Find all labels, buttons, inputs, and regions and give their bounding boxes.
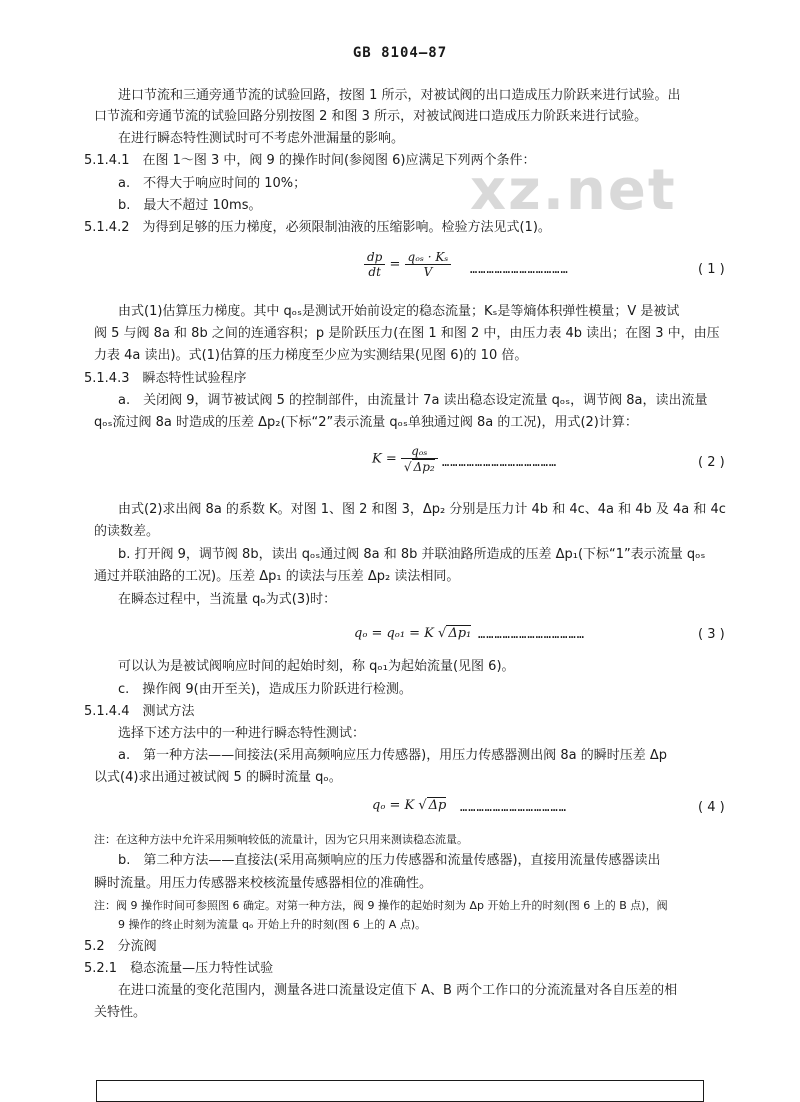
equation-lhs: qₒ = K [372,798,415,813]
dot-leader: ……………………………… [470,262,569,276]
paragraph-line: 的读数差。 [94,524,160,539]
paragraph-line: 以式(4)求出通过被试阀 5 的瞬时流量 qₒ。 [94,770,342,785]
equation-lhs: qₒ = qₒ₁ = K [354,626,434,641]
section-heading: 5.1.4.2 为得到足够的压力梯度，必须限制油液的压缩影响。检验方法见式(1)。 [84,220,551,235]
equation-number: ( 3 ) [698,627,725,642]
paragraph-line: 关特性。 [94,1005,147,1020]
fraction [405,250,452,279]
paragraph-line: 瞬时流量。用压力传感器来校核流量传感器相位的准确性。 [94,876,433,891]
note: 注：阀 9 操作时间可参照图 6 确定。对第一种方法，阀 9 操作的起始时刻为 Δp 开始上升的时刻(图 6 上的 B 点)，阀 [94,899,668,912]
equation-number: ( 1 ) [698,262,725,277]
equation-lhs: K = [372,451,397,467]
dot-leader: …………………………………… [442,455,558,469]
fraction-denominator: dt [368,265,381,279]
watermark: xz.net [470,158,677,223]
footer-frame [96,1080,704,1102]
equation-2 [372,444,438,474]
equation-number: ( 2 ) [698,455,725,470]
paragraph-line: 力表 4a 读出)。式(1)估算的压力梯度至少应为实测结果(见图 6)的 10 倍。 [94,348,528,363]
paragraph-line: 通过并联油路的工况)。压差 Δp₁ 的读法与压差 Δp₂ 读法相同。 [94,569,460,584]
section-heading: 5.1.4.3 瞬态特性试验程序 [84,371,247,386]
list-item: a. 关闭阀 9，调节被试阀 5 的控制部件，由流量计 7a 读出稳态设定流量 qₒₛ，调节阀 8a，读出流量 [118,393,708,408]
fraction [401,444,438,474]
radicand: Δp₂ [413,460,435,474]
fraction-numerator: dp [364,250,385,265]
note: 注：在这种方法中允许采用频响较低的流量计，因为它只用来测读稳态流量。 [94,833,468,846]
paragraph-line: 选择下述方法中的一种进行瞬态特性测试： [118,726,366,741]
section-heading: 5.2 分流阀 [84,939,157,954]
paragraph-line: 可以认为是被试阀响应时间的起始时刻，称 qₒ₁为起始流量(见图 6)。 [118,659,515,674]
paragraph-line: 在进口流量的变化范围内，测量各进口流量设定值下 A、B 两个工作口的分流流量对各自压差的相 [118,983,678,998]
paragraph-line: 在进行瞬态特性测试时可不考虑外泄漏量的影响。 [118,131,405,146]
list-item: a. 不得大于响应时间的 10%； [118,176,307,191]
list-item: c. 操作阀 9(由开至关)，造成压力阶跃进行检测。 [118,682,412,697]
section-heading: 5.1.4.1 在图 1～图 3 中，阀 9 的操作时间(参阅图 6)应满足下列两个条件： [84,153,536,168]
dot-leader: ………………………………… [460,800,567,814]
list-item: b. 第二种方法——直接法(采用高频响应的压力传感器和流量传感器)，直接用流量传感器读出 [118,853,661,868]
list-item: a. 第一种方法——间接法(采用高频响应压力传感器)，用压力传感器测出阀 8a 的瞬时压差 Δp [118,748,668,763]
equation-number: ( 4 ) [698,800,725,815]
paragraph-line: 由式(1)估算压力梯度。其中 qₒₛ是测试开始前设定的稳态流量；Kₛ是等熵体积弹性模量；V 是被试 [118,304,680,319]
paragraph-line: qₒₛ流过阀 8a 时造成的压差 Δp₂(下标“2”表示流量 qₒₛ单独通过阀 8a 的工况)，用式(2)计算： [94,415,638,430]
fraction-numerator: qₒₛ [401,444,438,459]
paragraph-line: 口节流和旁通节流的试验回路分别按图 2 和图 3 所示，对被试阀进口造成压力阶跃来进行试验。 [94,109,648,124]
paragraph-line: 由式(2)求出阀 8a 的系数 K。对图 1、图 2 和图 3，Δp₂ 分别是压力计 4b 和 4c、4a 和 4b 及 4a 和 4c [118,502,726,517]
paragraph-line: 阀 5 与阀 8a 和 8b 之间的连通容积；p 是阶跃压力(在图 1 和图 2 中，由压力表 4b 读出；在图 3 中，由压 [94,326,720,341]
fraction-denominator: √ Δp₂ [403,460,435,474]
fraction [364,250,385,279]
paragraph-line: 进口节流和三通旁通节流的试验回路，按图 1 所示，对被试阀的出口造成压力阶跃来进行试验。出 [118,88,681,103]
list-item: b. 最大不超过 10ms。 [118,198,262,213]
radicand: Δp [428,798,447,813]
fraction-numerator: qₒₛ · Kₛ [405,250,452,265]
radicand: Δp₁ [448,626,472,641]
paragraph-line: 在瞬态过程中，当流量 qₒ为式(3)时： [118,592,337,607]
equation-3: qₒ = qₒ₁ = K √ Δp₁ [354,626,472,641]
note: 9 操作的终止时刻为流量 qₒ 开始上升的时刻(图 6 上的 A 点)。 [118,918,427,931]
equation-4: qₒ = K √ Δp [372,798,447,813]
page-header: GB 8104—87 [352,45,448,61]
dot-leader: ………………………………… [478,627,585,641]
fraction-denominator: V [423,265,433,279]
list-item: b. 打开阀 9，调节阀 8b，读出 qₒₛ通过阀 8a 和 8b 并联油路所造成的压差 Δp₁(下标“1”表示流量 qₒₛ [118,547,706,562]
equation-1: $\frac{dp}{dt}$ = $\frac{\text{qₒₛ · Kₛ}}{V}$ [364,250,451,279]
section-heading: 5.2.1 稳态流量—压力特性试验 [84,961,274,976]
section-heading: 5.1.4.4 测试方法 [84,704,195,719]
